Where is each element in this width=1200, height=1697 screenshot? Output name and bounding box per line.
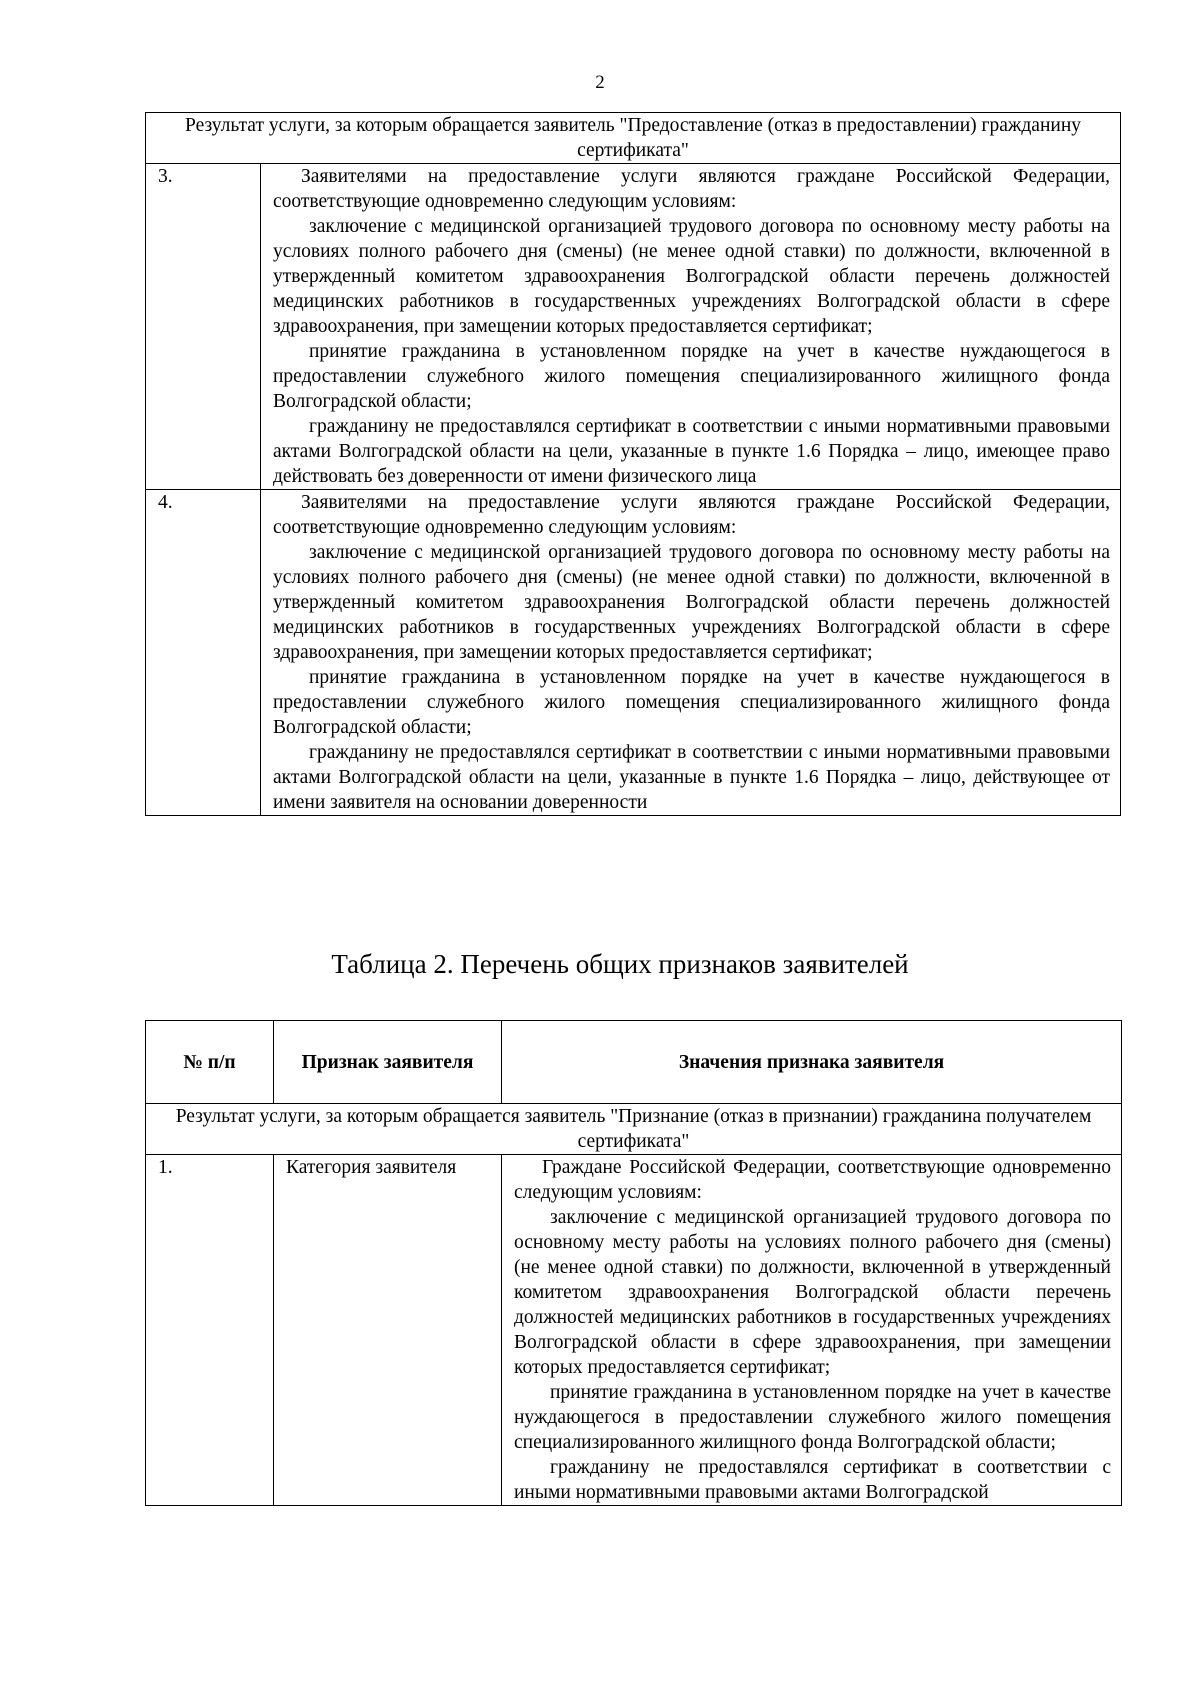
page-number: 2 <box>595 72 605 93</box>
table-row <box>146 1155 1122 1506</box>
table-row <box>146 164 1121 490</box>
result-header-row <box>146 1104 1122 1155</box>
table-row <box>146 490 1121 816</box>
applicants-table-continued <box>145 112 1121 816</box>
row-description <box>261 490 1121 816</box>
paragraph: Граждане Российской Федерации, соответствующие одновременно следующим условиям: <box>514 1157 1111 1203</box>
result-header: Результат услуги, за которым обращается заявитель "Предоставление (отказ в предоставлении) гражданину сертификата" <box>146 113 1121 164</box>
row-description <box>261 164 1121 490</box>
paragraph: принятие гражданина в установленном порядке на учет в качестве нуждающегося в предоставлении служебного жилого помещения специализированного жилищного фонда Волгоградской области; <box>273 341 1111 412</box>
paragraph: Заявителями на предоставление услуги являются граждане Российской Федерации, соответствующие одновременно следующим условиям: <box>273 166 1111 212</box>
column-header-attribute: Признак заявителя <box>274 1021 502 1104</box>
paragraph: гражданину не предоставлялся сертификат в соответствии с иными нормативными правовыми актами Волгоградской <box>514 1457 1111 1503</box>
paragraph: заключение с медицинской организацией трудового договора по основному месту работы на условиях полного рабочего дня (смены) (не менее одной ставки) по должности, включенной в утвержденный комитетом здравоохранения Волгоградской области перечень должностей медицинских работников в государственных учреждениях Волгоградской области в сфере здравоохранения, при замещении которых предоставляется сертификат; <box>514 1207 1111 1378</box>
paragraph: принятие гражданина в установленном порядке на учет в качестве нуждающегося в предоставлении служебного жилого помещения специализированного жилищного фонда Волгоградской области; <box>514 1382 1111 1453</box>
row-number: 1. <box>146 1155 274 1506</box>
row-number: 3. <box>146 164 261 490</box>
column-header-values: Значения признака заявителя <box>502 1021 1122 1104</box>
table-caption: Таблица 2. Перечень общих признаков заявителей <box>331 949 909 979</box>
paragraph: гражданину не предоставлялся сертификат в соответствии с иными нормативными правовыми актами Волгоградской области на цели, указанные в пункте 1.6 Порядка – лицо, имеющее право действовать без доверенности от имени физического лица <box>273 416 1111 487</box>
header-row <box>146 1021 1122 1104</box>
paragraph: заключение с медицинской организацией трудового договора по основному месту работы на условиях полного рабочего дня (смены) (не менее одной ставки) по должности, включенной в утвержденный комитетом здравоохранения Волгоградской области перечень должностей медицинских работников в государственных учреждениях Волгоградской области в сфере здравоохранения, при замещении которых предоставляется сертификат; <box>273 542 1111 663</box>
result-header-row <box>146 113 1121 164</box>
paragraph: гражданину не предоставлялся сертификат в соответствии с иными нормативными правовыми актами Волгоградской области на цели, указанные в пункте 1.6 Порядка – лицо, действующее от имени заявителя на основании доверенности <box>273 742 1111 813</box>
paragraph: Заявителями на предоставление услуги являются граждане Российской Федерации, соответствующие одновременно следующим условиям: <box>273 492 1111 538</box>
common-attributes-table <box>145 1020 1122 1506</box>
attribute-values <box>502 1155 1122 1506</box>
column-header-number: № п/п <box>146 1021 274 1104</box>
result-header: Результат услуги, за которым обращается заявитель "Признание (отказ в признании) гражданина получателем сертификата" <box>146 1104 1122 1155</box>
row-number: 4. <box>146 490 261 816</box>
attribute-name: Категория заявителя <box>274 1155 502 1506</box>
paragraph: принятие гражданина в установленном порядке на учет в качестве нуждающегося в предоставлении служебного жилого помещения специализированного жилищного фонда Волгоградской области; <box>273 667 1111 738</box>
paragraph: заключение с медицинской организацией трудового договора по основному месту работы на условиях полного рабочего дня (смены) (не менее одной ставки) по должности, включенной в утвержденный комитетом здравоохранения Волгоградской области перечень должностей медицинских работников в государственных учреждениях Волгоградской области в сфере здравоохранения, при замещении которых предоставляется сертификат; <box>273 216 1111 337</box>
